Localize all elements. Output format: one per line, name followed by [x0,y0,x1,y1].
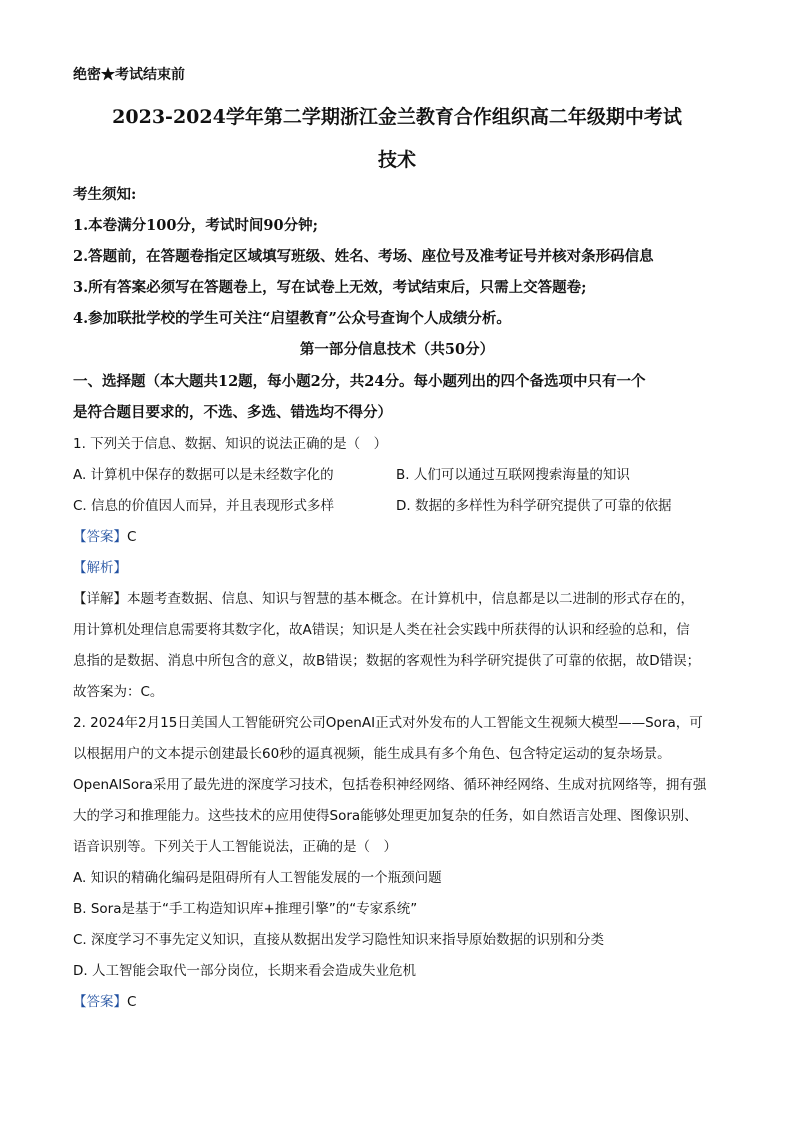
detail-text: 用计算机处理信息需要将其数字化，故A错误；知识是人类在社会实践中所获得的认识和经验的总和，信 [73,622,690,638]
q1-option-b: B. 人们可以通过互联网搜索海量的知识 [396,467,630,483]
part-title: 第一部分信息技术（共50分） [299,341,495,358]
exam-title: 2023-2024学年第二学期浙江金兰教育合作组织高二年级期中考试 [112,106,682,128]
exam-subject: 技术 [377,149,416,171]
q1-option-a: A. 计算机中保存的数据可以是未经数字化的 [73,467,334,483]
q1-answer-line [73,525,136,545]
q2-option-d: D. 人工智能会取代一部分岗位，长期来看会造成失业危机 [73,963,416,979]
q2-option-a: A. 知识的精确化编码是阻碍所有人工智能发展的一个瓶颈问题 [73,870,442,886]
q1-detail-line [73,587,694,607]
section-heading: 一、选择题（本大题共12题，每小题2分，共24分。每小题列出的四个备选项中只有一个 [73,373,646,390]
question-1-stem: 1. 下列关于信息、数据、知识的说法正确的是（ ） [73,436,388,452]
question-2-stem: 以根据用户的文本提示创建最长60秒的逼真视频，能生成具有多个角色、包含特定运动的复杂场景。 [73,746,671,762]
q1-option-d: D. 数据的多样性为科学研究提供了可靠的依据 [396,498,672,514]
answer-tag: 【答案】 [73,529,127,545]
detail-text: 本题考查数据、信息、知识与智慧的基本概念。在计算机中，信息都是以二进制的形式存在的， [127,591,694,607]
notice-item: 3.所有答案必须写在答题卷上，写在试卷上无效，考试结束后，只需上交答题卷; [73,279,587,296]
answer-tag: 【答案】 [73,994,127,1010]
notice-heading: 考生须知: [73,186,137,203]
q2-option-b: B. Sora是基于“手工构造知识库+推理引擎”的“专家系统” [73,901,418,917]
notice-item: 4.参加联批学校的学生可关注“启望教育”公众号查询个人成绩分析。 [73,310,511,327]
q2-answer: C [127,994,137,1010]
section-heading-cont: 是符合题目要求的，不选、多选、错选均不得分） [73,404,392,421]
q2-option-c: C. 深度学习不事先定义知识，直接从数据出发学习隐性知识来指导原始数据的识别和分类 [73,932,605,948]
notice-item: 1.本卷满分100分，考试时间90分钟; [73,217,318,234]
question-2-stem: 语音识别等。下列关于人工智能说法，正确的是（ ） [73,839,397,855]
detail-text: 故答案为：C。 [73,684,164,700]
q1-option-c: C. 信息的价值因人而异，并且表现形式多样 [73,498,335,514]
q1-answer: C [127,529,137,545]
analysis-tag: 【解析】 [73,560,127,576]
question-2-stem: 大的学习和推理能力。这些技术的应用使得Sora能够处理更加复杂的任务，如自然语言处理、图像识别、 [73,808,698,824]
question-2-stem: OpenAISora采用了最先进的深度学习技术，包括卷积神经网络、循环神经网络、生成对抗网络等，拥有强 [73,777,707,793]
detail-tag: 【详解】 [73,591,127,607]
secret-label: 绝密★考试结束前 [73,67,185,83]
q2-answer-line [73,990,136,1010]
question-2-stem: 2. 2024年2月15日美国人工智能研究公司OpenAI正式对外发布的人工智能文生视频大模型——Sora，可 [73,715,703,731]
detail-text: 息指的是数据、消息中所包含的意义，故B错误；数据的客观性为科学研究提供了可靠的依据，故D错误； [73,653,701,669]
notice-item: 2.答题前，在答题卷指定区域填写班级、姓名、考场、座位号及准考证号并核对条形码信息 [73,248,654,265]
